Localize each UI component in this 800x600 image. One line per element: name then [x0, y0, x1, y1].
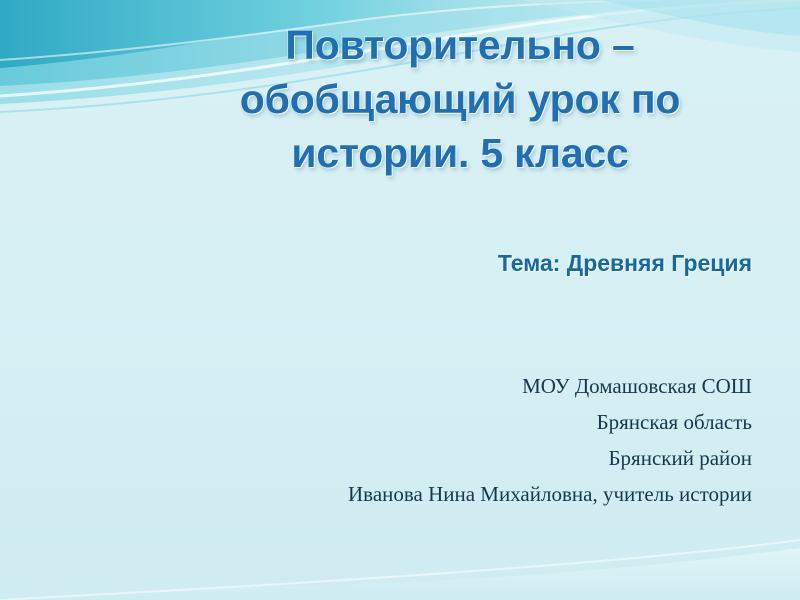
slide-credits	[120, 368, 770, 512]
credit-line-school: МОУ Домашовская СОШ	[522, 374, 752, 398]
credit-line-author: Иванова Нина Михайловна, учитель истории	[348, 482, 752, 507]
credit-line-district: Брянский район	[608, 446, 752, 471]
credit-line-region: Брянская область	[596, 410, 752, 435]
slide-subtitle: Тема: Древняя Греция	[497, 250, 752, 276]
slide-title: Повторительно – обобщающий урок по истории. 5 класс	[239, 22, 681, 177]
